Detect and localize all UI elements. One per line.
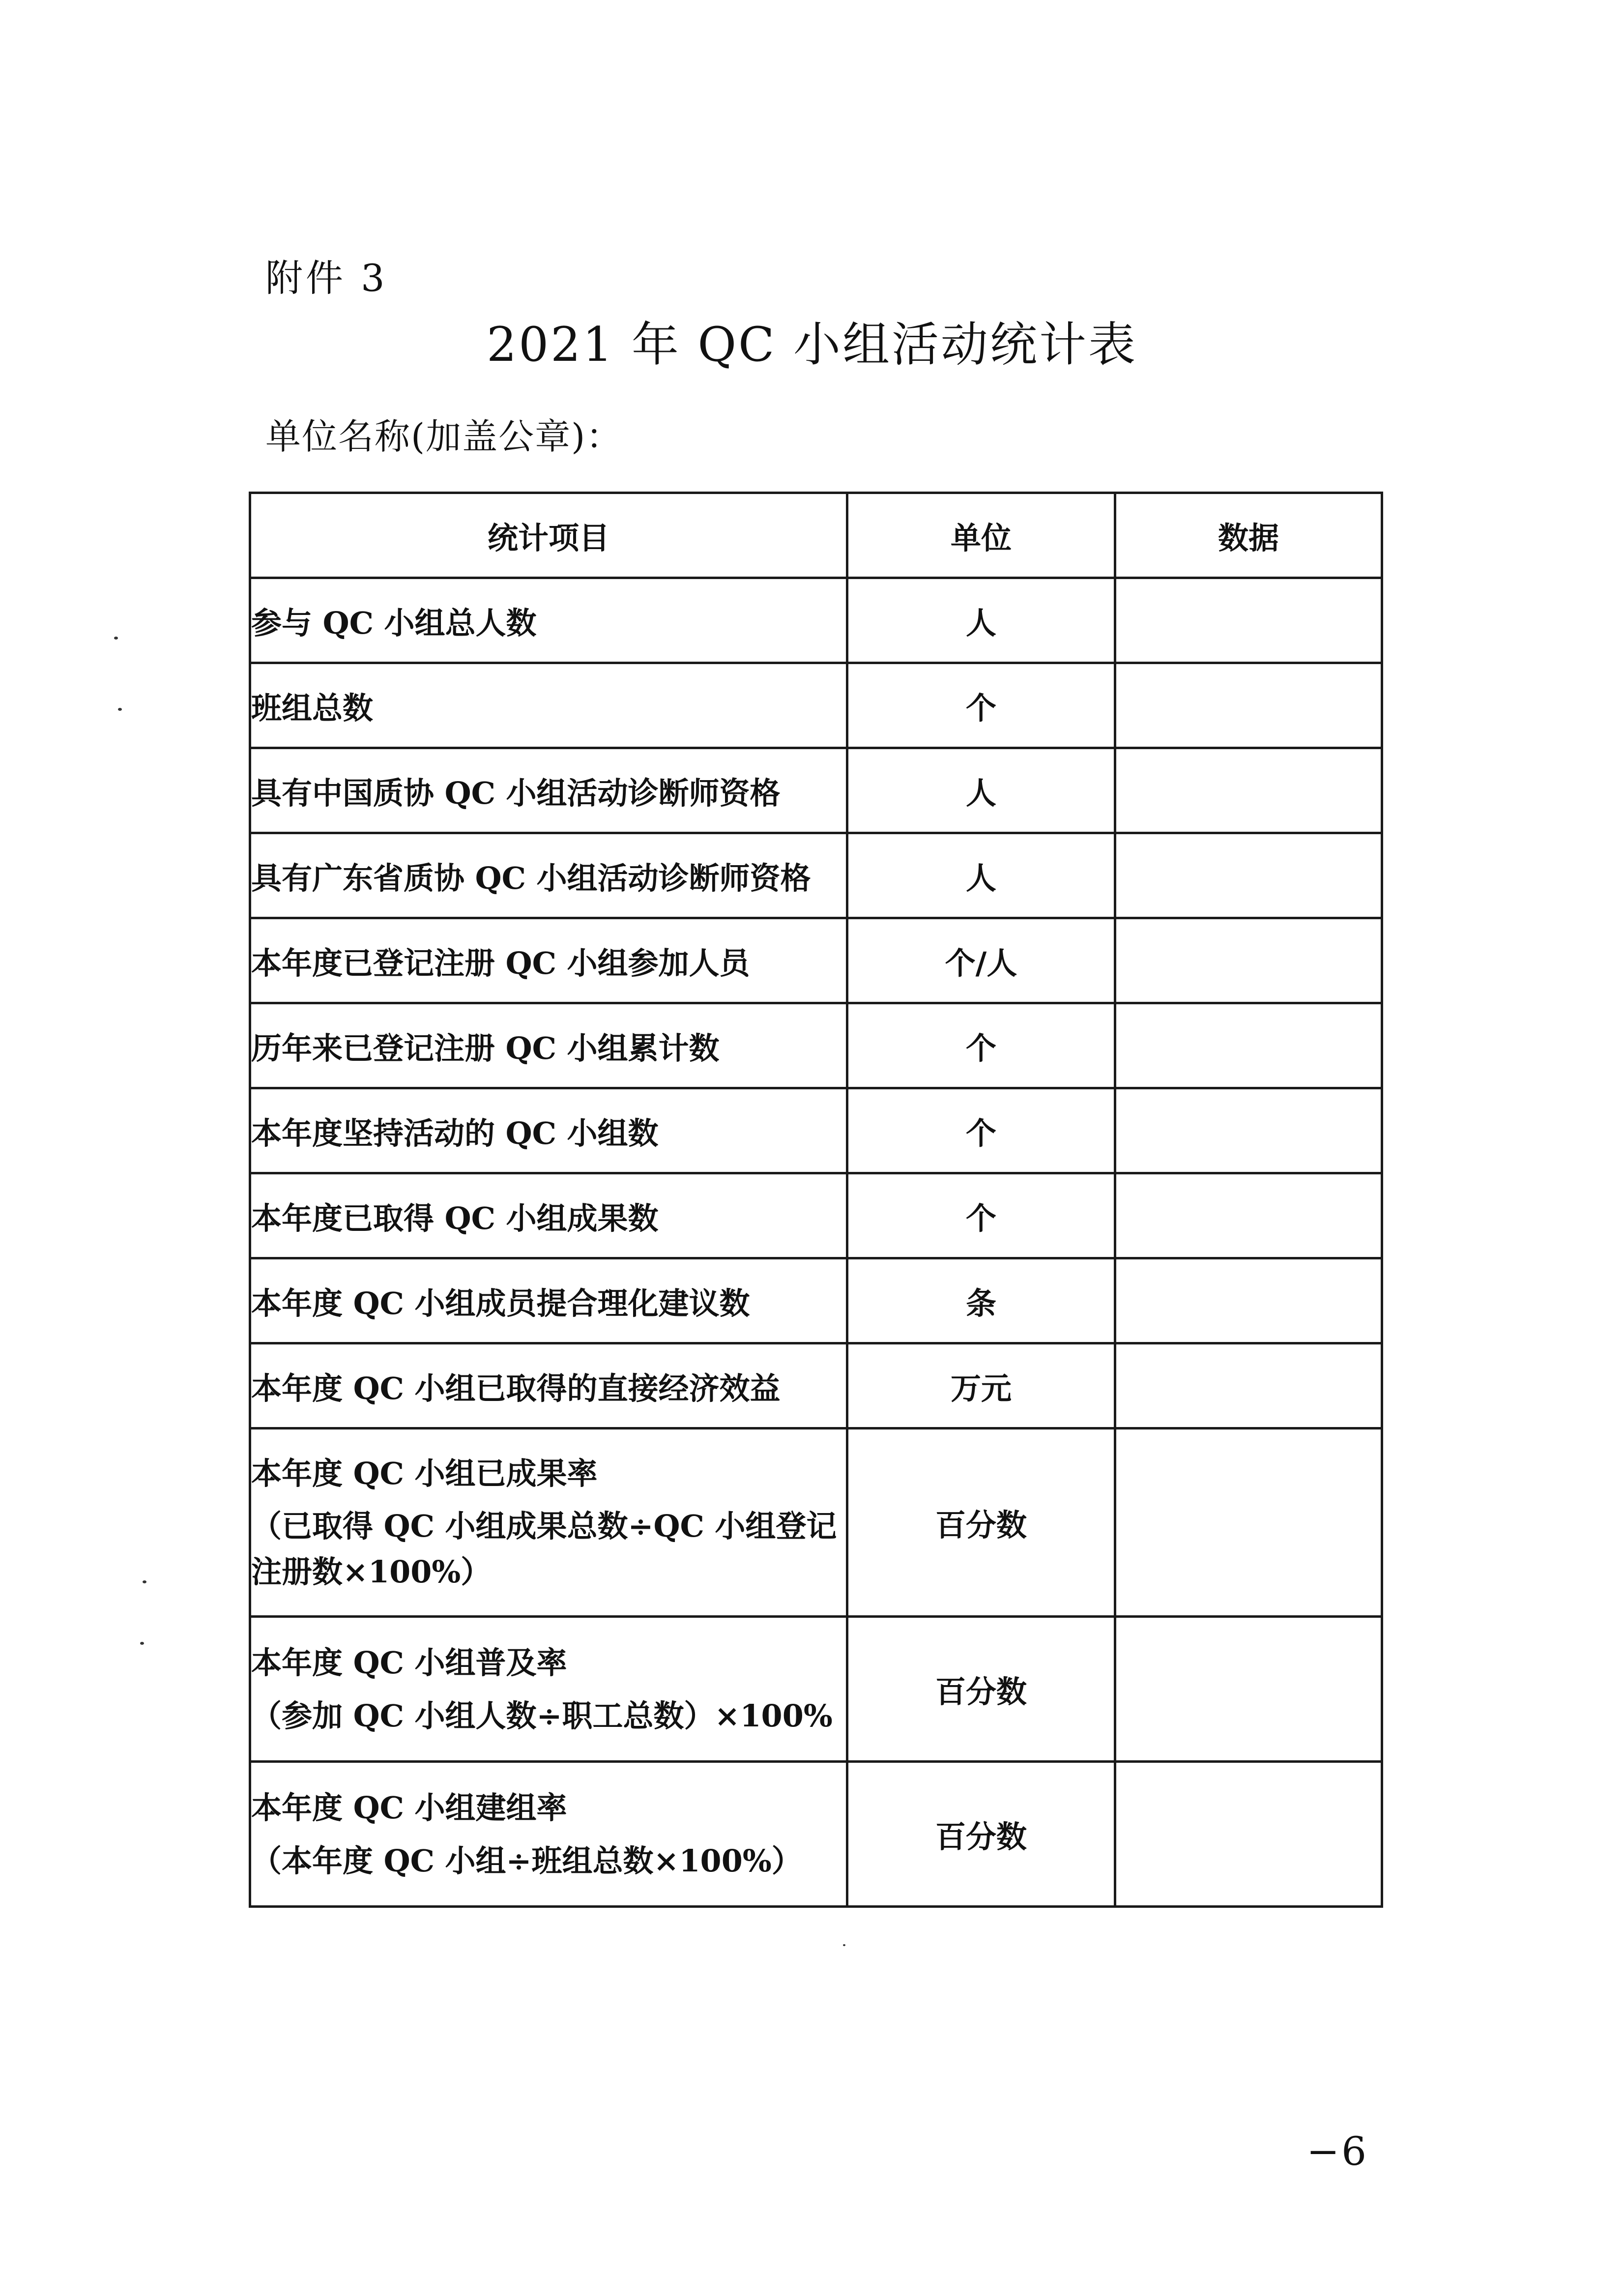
item-formula-note: （参加 QC 小组人数÷职工总数）×100% bbox=[251, 1697, 833, 1734]
item-cell bbox=[250, 1617, 847, 1762]
unit-cell: 人 bbox=[847, 748, 1115, 833]
attachment-label: 附件 3 bbox=[265, 256, 388, 300]
scan-speck bbox=[843, 1944, 845, 1946]
data-cell bbox=[1115, 918, 1382, 1003]
table-row bbox=[250, 578, 1382, 663]
table-row bbox=[250, 1617, 1382, 1762]
table-row bbox=[250, 748, 1382, 833]
data-cell bbox=[1115, 663, 1382, 748]
data-cell bbox=[1115, 833, 1382, 918]
data-cell bbox=[1115, 1088, 1382, 1173]
data-cell bbox=[1115, 578, 1382, 663]
scan-speck bbox=[143, 1580, 146, 1583]
table-header-row bbox=[250, 493, 1382, 578]
item-formula-note: （已取得 QC 小组成果总数÷QC 小组登记注册数×100%） bbox=[251, 1508, 837, 1590]
table-row bbox=[250, 1429, 1382, 1617]
unit-cell: 个 bbox=[847, 663, 1115, 748]
unit-cell: 百分数 bbox=[847, 1762, 1115, 1907]
table-row bbox=[250, 663, 1382, 748]
organization-name-line: 单位名称(加盖公章)： bbox=[265, 416, 623, 457]
unit-cell: 条 bbox=[847, 1258, 1115, 1343]
data-cell bbox=[1115, 1617, 1382, 1762]
item-main-text: 本年度 QC 小组普及率 bbox=[251, 1645, 567, 1681]
header-item: 统计项目 bbox=[250, 493, 847, 578]
item-cell: 本年度已取得 QC 小组成果数 bbox=[250, 1173, 847, 1258]
scan-speck bbox=[140, 1642, 144, 1645]
item-cell: 班组总数 bbox=[250, 663, 847, 748]
item-cell: 本年度已登记注册 QC 小组参加人员 bbox=[250, 918, 847, 1003]
data-cell bbox=[1115, 1343, 1382, 1429]
data-cell bbox=[1115, 1258, 1382, 1343]
statistics-table bbox=[249, 492, 1383, 1908]
page-title: 2021 年 QC 小组活动统计表 bbox=[486, 317, 1137, 372]
unit-cell: 人 bbox=[847, 833, 1115, 918]
table-row bbox=[250, 1088, 1382, 1173]
unit-cell: 万元 bbox=[847, 1343, 1115, 1429]
scan-speck bbox=[118, 708, 122, 711]
header-data: 数据 bbox=[1115, 493, 1382, 578]
unit-cell: 人 bbox=[847, 578, 1115, 663]
table-row bbox=[250, 1258, 1382, 1343]
item-cell: 本年度坚持活动的 QC 小组数 bbox=[250, 1088, 847, 1173]
item-cell: 本年度 QC 小组成员提合理化建议数 bbox=[250, 1258, 847, 1343]
header-unit: 单位 bbox=[847, 493, 1115, 578]
data-cell bbox=[1115, 1173, 1382, 1258]
item-cell: 参与 QC 小组总人数 bbox=[250, 578, 847, 663]
item-formula-note: （本年度 QC 小组÷班组总数×100%） bbox=[251, 1842, 802, 1879]
table-row bbox=[250, 918, 1382, 1003]
table-row bbox=[250, 1762, 1382, 1907]
table-row bbox=[250, 1003, 1382, 1088]
table-row bbox=[250, 1343, 1382, 1429]
table-row bbox=[250, 1173, 1382, 1258]
item-main-text: 本年度 QC 小组已成果率 bbox=[251, 1455, 598, 1491]
unit-cell: 个/人 bbox=[847, 918, 1115, 1003]
data-cell bbox=[1115, 1003, 1382, 1088]
unit-cell: 个 bbox=[847, 1003, 1115, 1088]
data-cell bbox=[1115, 748, 1382, 833]
page-number: −6 bbox=[1306, 2128, 1368, 2174]
item-cell bbox=[250, 1762, 847, 1907]
item-cell: 历年来已登记注册 QC 小组累计数 bbox=[250, 1003, 847, 1088]
item-cell: 具有中国质协 QC 小组活动诊断师资格 bbox=[250, 748, 847, 833]
unit-cell: 个 bbox=[847, 1173, 1115, 1258]
unit-cell: 百分数 bbox=[847, 1429, 1115, 1617]
data-cell bbox=[1115, 1429, 1382, 1617]
item-cell bbox=[250, 1429, 847, 1617]
unit-cell: 百分数 bbox=[847, 1617, 1115, 1762]
unit-cell: 个 bbox=[847, 1088, 1115, 1173]
item-cell: 具有广东省质协 QC 小组活动诊断师资格 bbox=[250, 833, 847, 918]
item-cell: 本年度 QC 小组已取得的直接经济效益 bbox=[250, 1343, 847, 1429]
data-cell bbox=[1115, 1762, 1382, 1907]
scan-speck bbox=[114, 637, 118, 640]
table-row bbox=[250, 833, 1382, 918]
item-main-text: 本年度 QC 小组建组率 bbox=[251, 1790, 567, 1826]
